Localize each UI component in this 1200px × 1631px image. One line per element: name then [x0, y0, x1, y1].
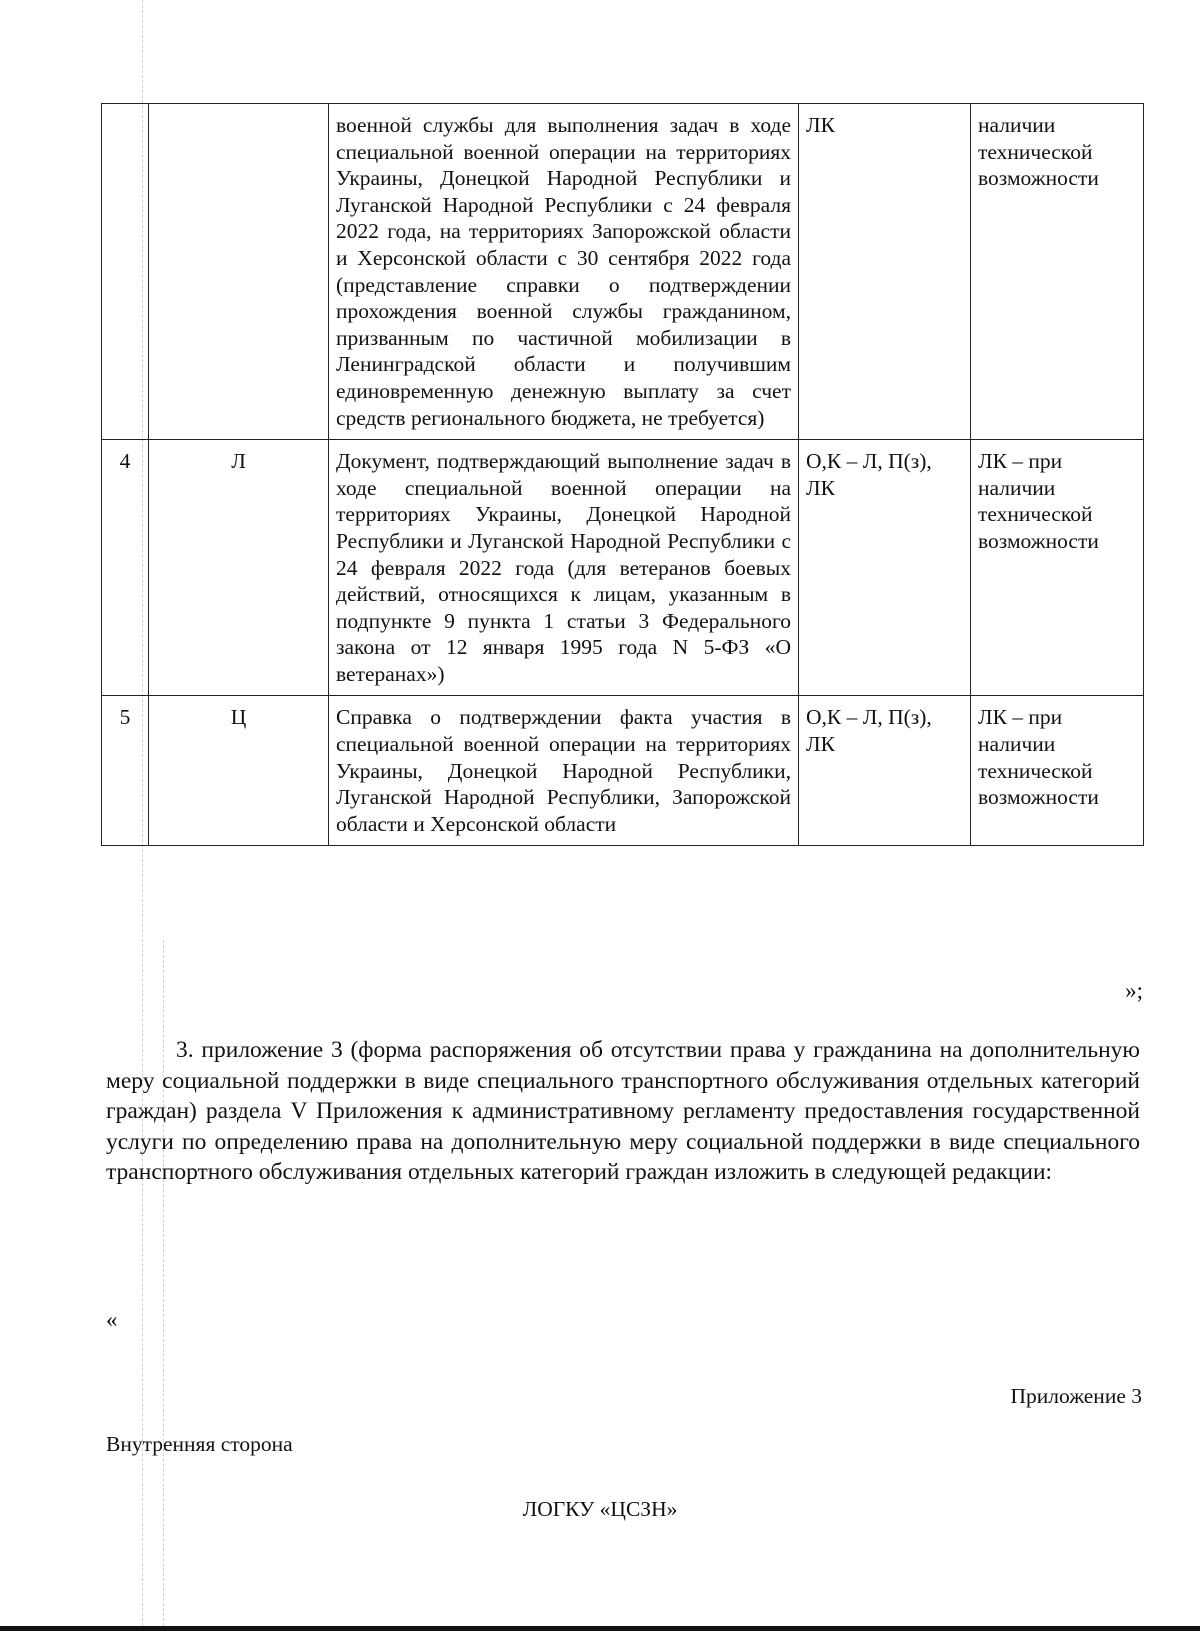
document-description-cell: военной службы для выполнения задач в ходе специальной военной операции на территориях Украины, Донецкой Народной Республики и Луганской Народной Республики с 24 февраля 2022 года, на территориях Запорожской области и Херсонской области с 30 сентября 2022 года (представление справки о подтверждении прохождения военной службы гражданином, призванным по частичной мобилизации в Ленинградской области и получившим единовременную денежную выплату за счет средств регионального бюджета, не требуется) [329, 104, 799, 440]
appendix-label: Приложение 3 [1010, 1384, 1142, 1408]
documents-table [101, 103, 1144, 846]
amendment-paragraph: 3. приложение 3 (форма распоряжения об отсутствии права у гражданина на дополнительную меру социальной поддержки в виде специального транспортного обслуживания отдельных категорий граждан) раздела V Приложения к административному регламенту предоставления государственной услуги по определению права на дополнительную меру социальной поддержки в виде специального транспортного обслуживания отдельных категорий граждан изложить в следующей редакции: [106, 1037, 1140, 1185]
closing-quote: »; [1125, 978, 1143, 1003]
table-row [102, 696, 1144, 846]
note-cell: ЛК – при наличии технической возможности [971, 440, 1144, 696]
submission-form-cell: О,К – Л, П(з), ЛК [799, 440, 971, 696]
opening-quote: « [106, 1307, 118, 1332]
category-code-cell [149, 104, 329, 440]
category-code-cell: Ц [149, 696, 329, 846]
row-number-cell [102, 104, 149, 440]
inner-side-label: Внутренняя сторона [106, 1432, 293, 1456]
organization-name: ЛОГКУ «ЦСЗН» [522, 1497, 678, 1521]
scan-bottom-edge [0, 1626, 1200, 1631]
row-number-cell: 5 [102, 696, 149, 846]
submission-form-cell: О,К – Л, П(з), ЛК [799, 696, 971, 846]
submission-form-cell: ЛК [799, 104, 971, 440]
table-row [102, 440, 1144, 696]
note-cell: ЛК – при наличии технической возможности [971, 696, 1144, 846]
row-number-cell: 4 [102, 440, 149, 696]
table-row [102, 104, 1144, 440]
document-description-cell: Справка о подтверждении факта участия в специальной военной операции на территориях Украины, Донецкой Народной Республики, Луганской Народной Республики, Запорожской области и Херсонской области [329, 696, 799, 846]
note-cell: наличии технической возможности [971, 104, 1144, 440]
category-code-cell: Л [149, 440, 329, 696]
document-description-cell: Документ, подтверждающий выполнение задач в ходе специальной военной операции на территориях Украины, Донецкой Народной Республики и Луганской Народной Республики с 24 февраля 2022 года (для ветеранов боевых действий, относящихся к лицам, указанным в подпункте 9 пункта 1 статьи 3 Федерального закона от 12 января 1995 года N 5-ФЗ «О ветеранах») [329, 440, 799, 696]
